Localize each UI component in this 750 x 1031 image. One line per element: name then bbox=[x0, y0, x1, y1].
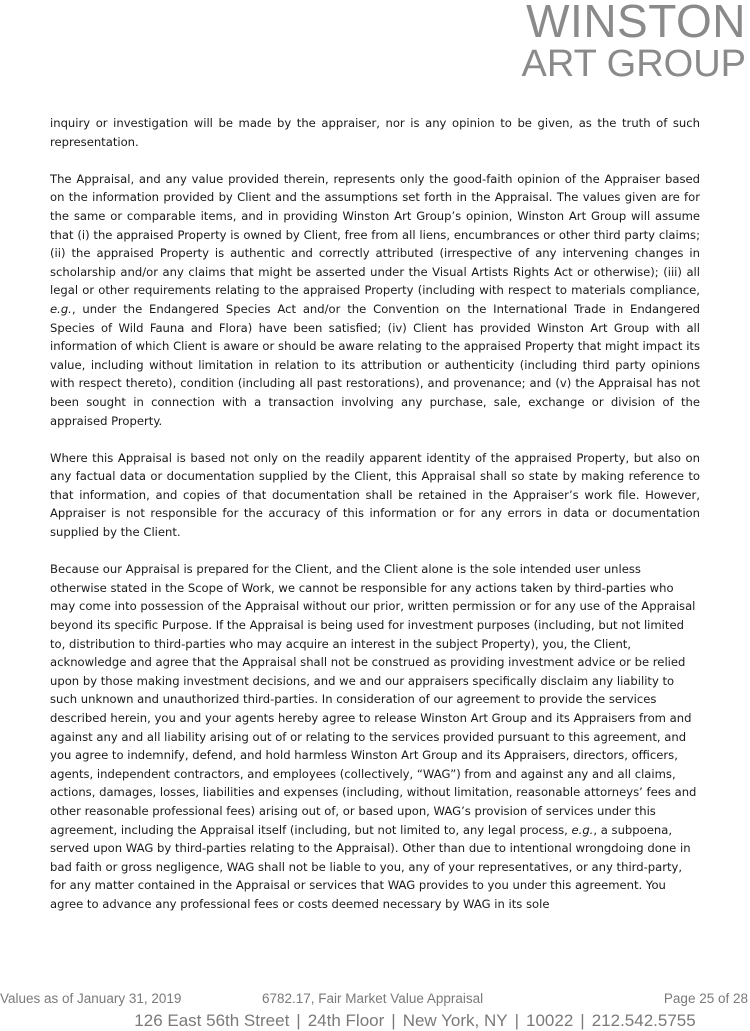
page-number: Page 25 of 28 bbox=[663, 991, 748, 1006]
paragraph-continuation bbox=[50, 114, 700, 151]
address-phone: 212.542.5755 bbox=[591, 1011, 696, 1030]
separator: | bbox=[580, 1011, 585, 1030]
paragraph-4-text-a: Because our Appraisal is prepared for the Client, and the Client alone is the sole intended user unless otherwise stated in the Scope of Work, we cannot be responsible for any actions taken by third-parties who may come into possession of the Appraisal without our prior, written permission or for any use of the Appraisal beyond its specific Purpose. If the Appraisal is being used for investment purposes (including, but not limited to, distribution to third-parties who may acquire an interest in the subject Property), you, the Client, acknowledge and agree that the Appraisal shall not be construed as providing investment advice or be relied upon by those making investment decisions, and we and our appraisers specifically disclaim any liability to such unknown and unauthorized third-parties. In consideration of our agreement to provide the services described herein, you and your agents hereby agree to release Winston Art Group and its Appraisers from and against any and all liability arising out of or relating to the services provided pursuant to this agreement, and you agree to indemnify, defend, and hold harmless Winston Art Group and its Appraisers, directors, officers, agents, independent contractors, and employees (collectively, “WAG”) from and against any and all claims, actions, damages, losses, liabilities and expenses (including, without limitation, reasonable attorneys’ fees and other reasonable professional fees) arising out of, or based upon, WAG’s provision of services under this agreement, including the Appraisal itself (including, but not limited to, any legal process, bbox=[50, 562, 697, 837]
logo-line-2: ART GROUP bbox=[521, 43, 746, 85]
paragraph-appraisal-opinion bbox=[50, 170, 700, 430]
paragraph-2-text-b: , under the Endangered Species Act and/or the Convention on the International Trade in Endangered Species of Wild Fauna and Flora) have been satisfied; (iv) Client has provided Winston Art Group with all information of which Client is aware or should be aware relating to the appraised Property that might impact its value, including without limitation in relation to its attribution or authenticity (including third party opinions with respect thereto), condition (including all past restorations), and provenance; and (v) the Appraisal has not been sought in connection with a transaction involving any purchase, sale, exchange or division of the appraised Property. bbox=[50, 301, 700, 428]
paragraph-1-text: inquiry or investigation will be made by the appraiser, nor is any opinion to be given, as the truth of such representation. bbox=[50, 116, 700, 149]
paragraph-3-text: Where this Appraisal is based not only on the readily apparent identity of the appraised Property, but also on any factual data or documentation supplied by the Client, this Appraisal shall so state by making reference to that information, and copies of that documentation shall be retained in the Appraiser’s work file. However, Appraiser is not responsible for the accuracy of this information or for any errors in data or documentation supplied by the Client. bbox=[50, 450, 700, 540]
separator: | bbox=[514, 1011, 519, 1030]
paragraph-2-italic: e.g. bbox=[50, 301, 72, 316]
page-footer-info bbox=[0, 991, 750, 1009]
address-street: 126 East 56th Street bbox=[134, 1011, 290, 1030]
address-zip: 10022 bbox=[526, 1011, 574, 1030]
paragraph-4-italic: e.g. bbox=[571, 822, 594, 837]
paragraph-4-text-b: , a subpoena, served upon WAG by third-parties relating to the Appraisal). Other than due to intentional wrongdoing done in bad faith or gross negligence, WAG shall not be liable to you, any of your representatives, or any third-party, for any matter contained in the Appraisal or services that WAG provides to you under this agreement. You agree to advance any professional fees or costs deemed necessary by WAG in its sole bbox=[50, 822, 691, 911]
paragraph-indemnification bbox=[50, 560, 700, 913]
address-city: New York, NY bbox=[402, 1011, 508, 1030]
values-as-of: Values as of January 31, 2019 bbox=[0, 991, 182, 1006]
logo-line-1: WINSTON bbox=[526, 0, 746, 47]
separator: | bbox=[391, 1011, 396, 1030]
paragraph-factual-data bbox=[50, 449, 700, 542]
winston-art-group-logo bbox=[521, 0, 746, 84]
separator: | bbox=[296, 1011, 301, 1030]
paragraph-2-text-a: The Appraisal, and any value provided therein, represents only the good-faith opinion of the Appraiser based on the information provided by Client and the assumptions set forth in the Appraisal. The values given are for the same or comparable items, and in providing Winston Art Group’s opinion, Winston Art Group will assume that (i) the appraised Property is owned by Client, free from all liens, encumbrances or other third party claims; (ii) the appraised Property is authentic and correctly attributed (irrespective of any intervening changes in scholarship and/or any claims that might be asserted under the Visual Artists Rights Act or otherwise); (iii) all legal or other requirements relating to the appraised Property (including with respect to materials compliance, bbox=[50, 171, 700, 298]
document-body bbox=[50, 114, 700, 914]
address-line bbox=[0, 1011, 750, 1031]
report-title: 6782.17, Fair Market Value Appraisal bbox=[262, 991, 484, 1006]
address-floor: 24th Floor bbox=[307, 1011, 385, 1030]
